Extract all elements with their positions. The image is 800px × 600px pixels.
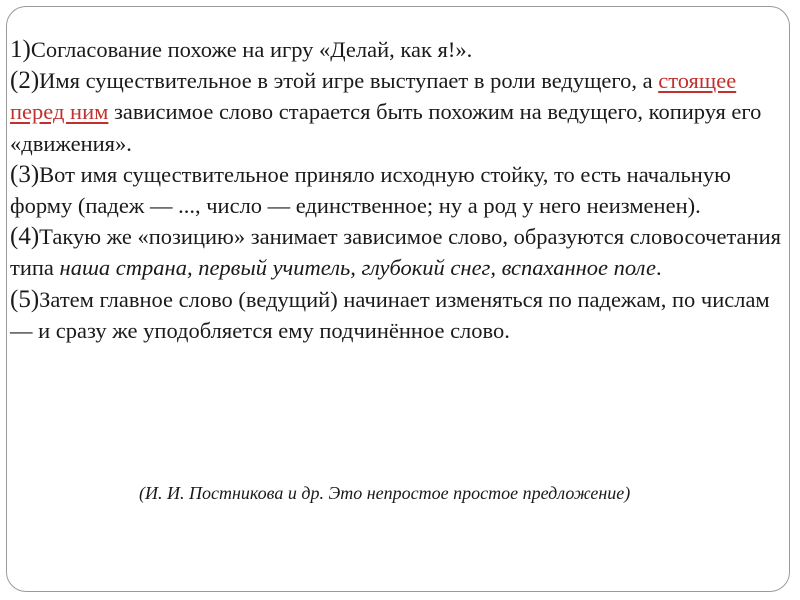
paragraph-2 (10, 65, 790, 159)
paragraph-number: (2) (10, 67, 40, 95)
paragraph-text: Затем главное слово (ведущий) начинает изменяться по падежам, по числам — и сразу же уподобляется ему подчинённое слово. (10, 286, 770, 343)
paragraph-number: 1) (10, 36, 31, 63)
italic-examples: наша страна, первый учитель, глубокий снег, вспаханное поле (59, 255, 656, 281)
paragraph-text-continued: зависимое слово старается быть похожим на ведущего, копируя его «движения». (10, 99, 762, 156)
highlighted-phrase: стоящее перед ним (10, 68, 737, 125)
paragraph-text: Такую же «позицию» занимает зависимое слово, образуются словосочетания типа (10, 224, 781, 281)
paragraph-number: (5) (10, 285, 40, 313)
paragraph-end: . (655, 255, 662, 281)
paragraph-text: Вот имя существительное приняло исходную стойку, то есть начальную форму (падеж — ..., число — единственное; ну а род у него неизменен). (10, 161, 731, 219)
paragraph-4 (10, 221, 790, 283)
paragraph-3 (10, 159, 790, 221)
paragraph-number: (4) (10, 223, 40, 251)
paragraph-number: (3) (10, 160, 40, 188)
paragraph-5 (10, 284, 790, 346)
citation: (И. И. Постникова и др. Это непростое простое предложение) (139, 483, 631, 503)
paragraph-text: Согласование похоже на игру «Делай, как я!». (30, 37, 473, 62)
paragraph-1 (10, 34, 790, 65)
paragraph-text: Имя существительное в этой игре выступает в роли ведущего, а (39, 68, 659, 94)
text-body (10, 34, 790, 346)
